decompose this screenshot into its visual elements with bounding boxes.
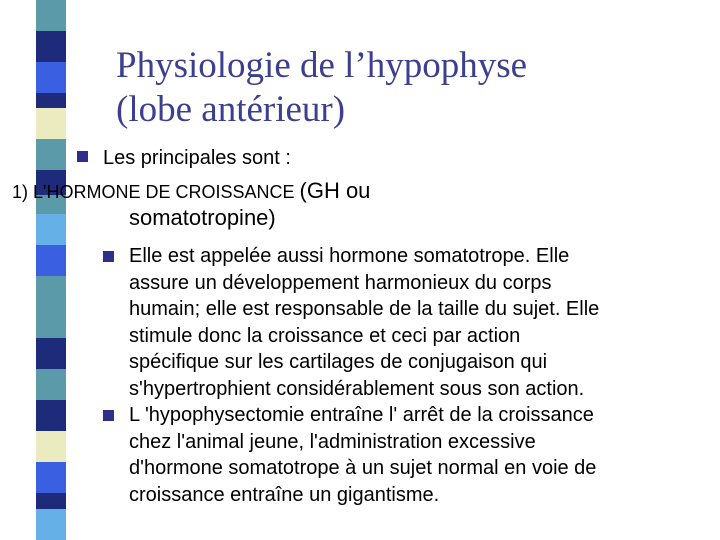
stripe-block	[36, 307, 66, 338]
stripe-block	[36, 62, 66, 93]
paragraph-line: assure un développement harmonieux du corps	[129, 271, 552, 294]
bullet-square-icon	[77, 151, 88, 162]
stripe-block	[36, 214, 66, 245]
stripe-block	[36, 276, 66, 307]
stripe-block	[36, 400, 66, 431]
section-heading	[12, 180, 370, 203]
heading-gh: (GH ou	[299, 178, 371, 203]
stripe-block	[36, 509, 66, 540]
stripe-block	[36, 139, 66, 170]
stripe-block	[36, 245, 66, 276]
bullet-paragraph-2	[129, 402, 596, 508]
stripe-block	[36, 0, 66, 31]
paragraph-line: humain; elle est responsable de la taille du sujet. Elle	[129, 298, 600, 320]
stripe-block	[36, 369, 66, 400]
stripe-block	[36, 31, 66, 62]
stripe-block	[36, 431, 66, 462]
paragraph-line: croissance entraîne un gigantisme.	[129, 483, 440, 506]
paragraph-line: d'hormone somatotrope à un sujet normal en voie de	[129, 457, 597, 479]
paragraph-line: L 'hypophysectomie entraîne l' arrêt de la croissance	[129, 404, 594, 426]
paragraph-line: chez l'animal jeune, l'administration excessive	[129, 430, 536, 453]
bullet-paragraph-1	[129, 243, 599, 402]
stripe-block	[36, 462, 66, 493]
section-heading-line-2: somatotropine)	[129, 205, 276, 230]
title-line-2: (lobe antérieur)	[116, 89, 346, 130]
stripe-block	[36, 338, 66, 369]
slide-title	[116, 44, 696, 132]
heading-prefix: 1) L'HORMONE DE CROISSANCE	[12, 182, 295, 202]
stripe-block	[36, 108, 66, 139]
paragraph-line: Elle est appelée aussi hormone somatotrope. Elle	[129, 245, 570, 267]
bullet-square-icon	[103, 410, 114, 421]
decorative-color-stripe	[0, 0, 66, 540]
paragraph-line: spécifique sur les cartilages de conjugaison qui	[129, 351, 548, 373]
title-line-1: Physiologie de l’hypophyse	[116, 45, 528, 86]
bullet-square-icon	[103, 251, 114, 262]
paragraph-line: stimule donc la croissance et ceci par action	[129, 324, 521, 347]
intro-text: Les principales sont :	[103, 147, 291, 169]
paragraph-line: s'hypertrophient considérablement sous son action.	[129, 377, 585, 400]
